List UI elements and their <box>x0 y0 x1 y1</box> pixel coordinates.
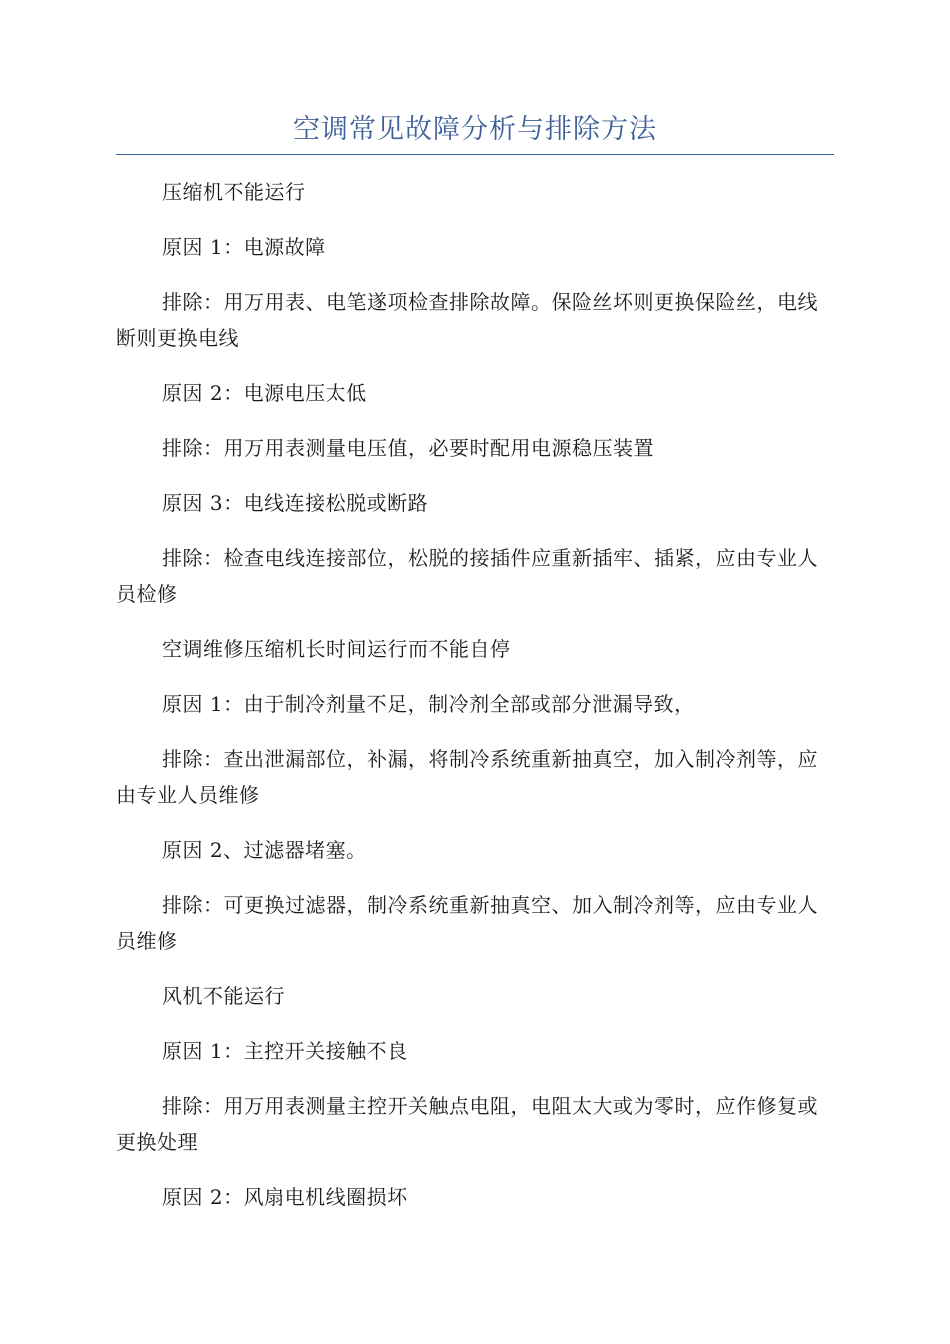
title-underline <box>116 154 834 155</box>
section-heading-long-run: 空调维修压缩机长时间运行而不能自停 <box>162 637 511 661</box>
cause-paragraph: 原因 3：电线连接松脱或断路 <box>162 491 429 515</box>
remedy-paragraph: 排除：用万用表、电笔遂项检查排除故障。保险丝坏则更换保险丝，电线断则更换电线 <box>116 290 818 350</box>
section-heading-compressor: 压缩机不能运行 <box>162 180 306 204</box>
cause-paragraph: 原因 1：由于制冷剂量不足，制冷剂全部或部分泄漏导致， <box>162 692 695 716</box>
remedy-paragraph: 排除：检查电线连接部位，松脱的接插件应重新插牢、插紧，应由专业人员检修 <box>116 546 818 606</box>
document-title: 空调常见故障分析与排除方法 <box>293 114 657 145</box>
remedy-paragraph: 排除：可更换过滤器，制冷系统重新抽真空、加入制冷剂等，应由专业人员维修 <box>116 893 818 953</box>
document-body <box>116 174 834 1234</box>
remedy-paragraph: 排除：查出泄漏部位，补漏，将制冷系统重新抽真空，加入制冷剂等，应由专业人员维修 <box>116 747 818 807</box>
cause-paragraph: 原因 2：电源电压太低 <box>162 381 367 405</box>
cause-paragraph: 原因 1：电源故障 <box>162 235 326 259</box>
remedy-paragraph: 排除：用万用表测量电压值，必要时配用电源稳压装置 <box>162 436 654 460</box>
section-heading-fan: 风机不能运行 <box>162 984 285 1008</box>
cause-paragraph: 原因 1：主控开关接触不良 <box>162 1039 408 1063</box>
cause-paragraph: 原因 2、过滤器堵塞。 <box>162 838 367 862</box>
cause-paragraph: 原因 2：风扇电机线圈损坏 <box>162 1185 408 1209</box>
remedy-paragraph: 排除：用万用表测量主控开关触点电阻，电阻太大或为零时，应作修复或更换处理 <box>116 1094 818 1154</box>
